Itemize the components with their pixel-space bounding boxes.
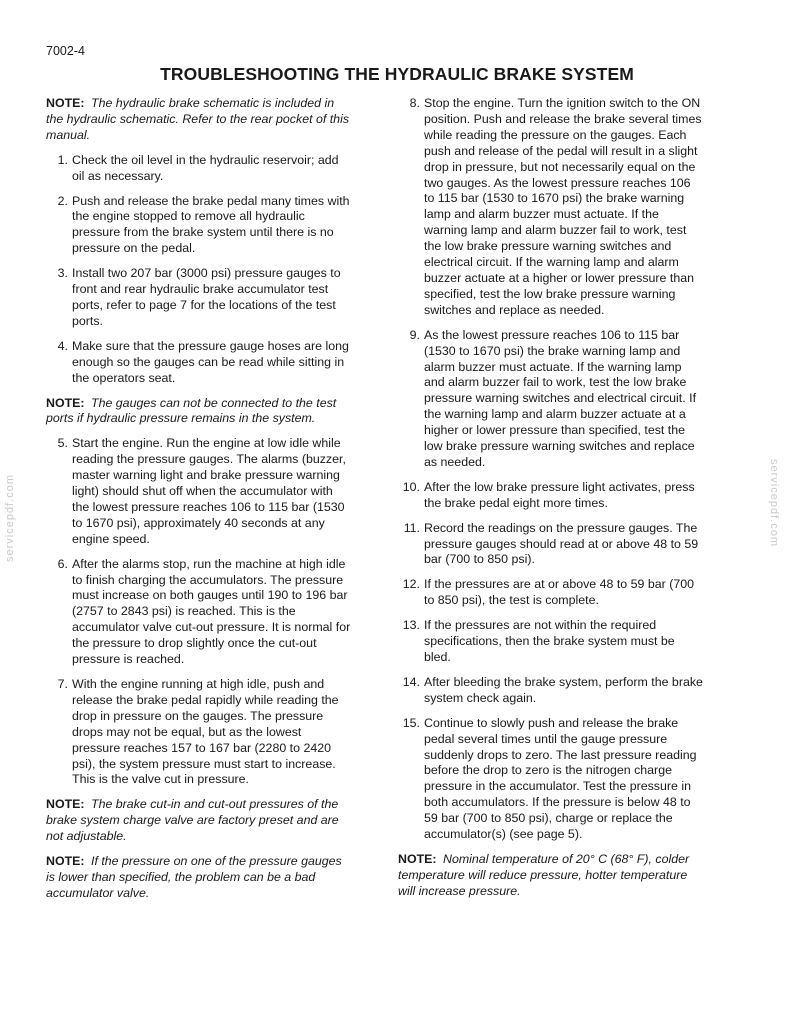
step-number: 5. (57, 436, 68, 451)
step-number: 11. (403, 520, 420, 535)
step-number: 10. (402, 479, 420, 494)
step-number: 15. (402, 715, 420, 730)
procedure-step (398, 521, 703, 569)
step-number: 3. (57, 266, 68, 281)
step-number: 14. (402, 674, 420, 689)
procedure-step (46, 266, 352, 330)
step-number: 9. (409, 327, 420, 342)
note-label: NOTE: (46, 395, 85, 410)
step-number: 1. (57, 152, 68, 167)
step-number: 13. (402, 618, 420, 633)
step-number: 12. (402, 577, 420, 592)
note-text: The gauges can not be connected to the test ports if hydraulic pressure remains in the system. (46, 395, 337, 426)
left-column (46, 96, 352, 911)
step-text: Make sure that the pressure gauge hoses are long enough so the gauges can be read while sitting in the operators seat. (72, 338, 349, 385)
step-number: 2. (57, 193, 68, 208)
procedure-step (398, 96, 703, 319)
right-column (398, 96, 703, 909)
procedure-step (398, 618, 703, 666)
step-text: With the engine running at high idle, push and release the brake pedal rapidly while reading the drop in pressure on the gauges. The pressure drops may not be equal, but as the lowest pressure reaches 157 to 167 bar (2280 to 2420 psi), the system pressure must start to increase. This is the valve cut in pressure. (72, 677, 339, 787)
procedure-step (46, 677, 352, 788)
note-label: NOTE: (398, 851, 437, 866)
step-text: Install two 207 bar (3000 psi) pressure gauges to front and rear hydraulic brake accumulator test ports, refer to page 7 for the locations of the test ports. (72, 266, 341, 328)
page-number: 7002-4 (46, 44, 85, 58)
watermark-left: servicepdf.com (3, 474, 16, 562)
step-number: 8. (409, 96, 420, 110)
note (46, 854, 352, 902)
procedure-step (46, 557, 352, 668)
note (46, 96, 352, 144)
step-text: If the pressures are not within the required specifications, then the brake system must be bled. (424, 618, 675, 664)
note-label: NOTE: (46, 854, 85, 869)
procedure-step (398, 675, 703, 707)
procedure-step (398, 328, 703, 471)
step-number: 4. (57, 338, 68, 353)
note-text: If the pressure on one of the pressure gauges is lower than specified, the problem can be a bad accumulator valve. (46, 854, 342, 900)
page-title: TROUBLESHOOTING THE HYDRAULIC BRAKE SYSTEM (160, 64, 634, 84)
step-text: After bleeding the brake system, perform the brake system check again. (424, 674, 703, 705)
note-text: The hydraulic brake schematic is included in the hydraulic schematic. Refer to the rear pocket of this manual. (46, 96, 350, 142)
note-label: NOTE: (46, 96, 85, 110)
note-text: Nominal temperature of 20° C (68° F), colder temperature will reduce pressure, hotter temperature will increase pressure. (398, 851, 690, 898)
step-number: 6. (57, 556, 68, 571)
step-text: After the alarms stop, run the machine at high idle to finish charging the accumulators. The pressure must increase on both gauges until 190 to 196 bar (2757 to 2843 psi) is reached. This is the accumulator valve cut-out pressure. It is normal for the pressure to drop slightly once the cut-out pressure is reached. (72, 556, 351, 667)
procedure-step (398, 577, 703, 609)
procedure-step (398, 716, 703, 843)
step-text: If the pressures are at or above 48 to 59 bar (700 to 850 psi), the test is complete. (424, 577, 695, 608)
step-text: Start the engine. Run the engine at low idle while reading the pressure gauges. The alarms (buzzer, master warning light and brake pressure warning light) should shut off when the accumulator with the lowest pressure reaches 106 to 115 bar (1530 to 1670 psi), approximately 40 seconds at any engine speed. (72, 436, 346, 546)
procedure-step (46, 436, 352, 547)
step-number: 7. (57, 677, 68, 691)
step-text: Continue to slowly push and release the brake pedal several times until the gauge pressure suddenly drops to zero. The last pressure reading before the drop to zero is the nitrogen charge pressure in the accumulator. Test the pressure in both accumulators. If the pressure is below 48 to 59 bar (700 to 850 psi), charge or replace the accumulator(s) (see page 5). (424, 715, 697, 842)
note-text: The brake cut-in and cut-out pressures of the brake system charge valve are factory preset and are not adjustable. (46, 797, 339, 844)
note-label: NOTE: (46, 797, 85, 812)
watermark-right: servicepdf.com (767, 459, 780, 547)
step-text: Push and release the brake pedal many times with the engine stopped to remove all hydraulic pressure from the brake system until there is no pressure on the pedal. (72, 193, 350, 256)
note (46, 797, 352, 845)
step-text: Stop the engine. Turn the ignition switch to the ON position. Push and release the brake several times while reading the pressure on the gauges. Each push and release of the pedal will result in a slight drop in pressure, but not necessarily equal on the two gauges. As the lowest pressure reaches 106 to 115 bar (1530 to 1670 psi) the brake warning lamp and alarm buzzer must actuate. If the warning lamp and alarm buzzer fail to work, test the low brake pressure warning switches and electrical circuit. If the warning lamp and alarm buzzer actuate at a higher or lower pressure than specified, test the low brake pressure warning switches and replace as needed. (424, 96, 702, 317)
step-text: After the low brake pressure light activates, press the brake pedal eight more times. (424, 479, 695, 510)
note (46, 396, 352, 428)
step-text: Check the oil level in the hydraulic reservoir; add oil as necessary. (72, 152, 339, 183)
procedure-step (46, 194, 352, 258)
step-text: Record the readings on the pressure gauges. The pressure gauges should read at or above 48 to 59 bar (700 to 850 psi). (424, 520, 699, 567)
note (398, 852, 703, 900)
procedure-step (46, 339, 352, 387)
procedure-step (398, 480, 703, 512)
step-text: As the lowest pressure reaches 106 to 115 bar (1530 to 1670 psi) the brake warning lamp and alarm buzzer must actuate. If the warning lamp and alarm buzzer fail to work, test the low brake pressure warning switches and electrical circuit. If the warning lamp and alarm buzzer actuate at a higher or lower pressure than specified, test the low brake pressure warning switches and replace as needed. (424, 327, 697, 469)
procedure-step (46, 153, 352, 185)
